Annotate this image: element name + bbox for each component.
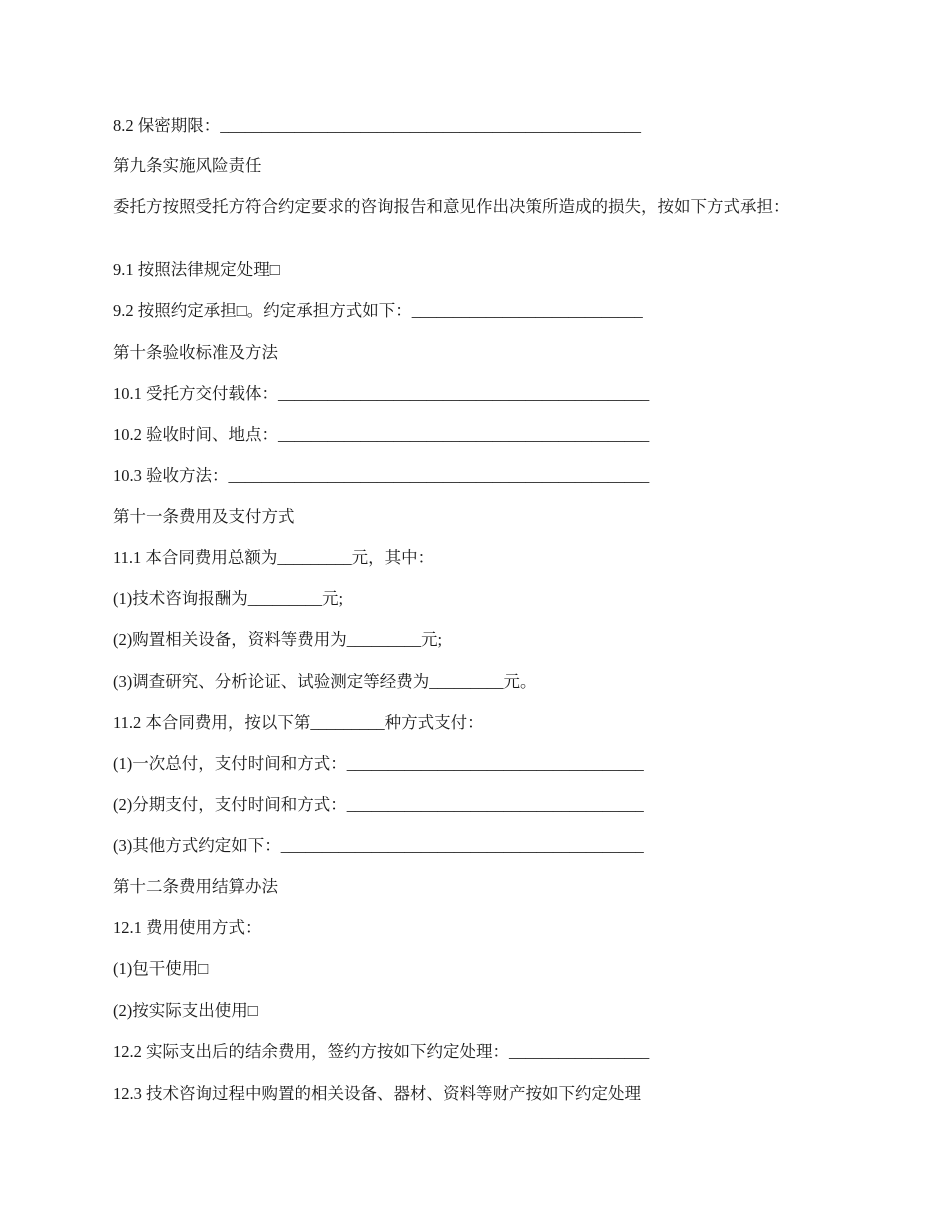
clause-9-2: 9.2 按照约定承担□。约定承担方式如下：____________________________ [113,301,643,320]
article-12-heading: 第十二条费用结算办法 [113,877,278,896]
clause-12-3: 12.3 技术咨询过程中购置的相关设备、器材、资料等财产按如下约定处理 [113,1084,641,1103]
clause-11-2-item-3: (3)其他方式约定如下：____________________________________________ [113,836,644,855]
clause-11-2-item-2: (2)分期支付，支付时间和方式：____________________________________ [113,795,644,814]
clause-10-1: 10.1 受托方交付载体：_____________________________________________ [113,384,650,403]
clause-10-3: 10.3 验收方法：___________________________________________________ [113,466,650,485]
clause-11-2: 11.2 本合同费用，按以下第_________种方式支付： [113,713,484,732]
clause-9-1: 9.1 按照法律规定处理□ [113,260,280,279]
clause-11-1-item-2: (2)购置相关设备，资料等费用为_________元; [113,630,443,649]
clause-12-2: 12.2 实际支出后的结余费用，签约方按如下约定处理：_________________ [113,1042,650,1061]
clause-11-1: 11.1 本合同费用总额为_________元，其中： [113,548,435,567]
article-11-heading: 第十一条费用及支付方式 [113,507,295,526]
clause-12-1: 12.1 费用使用方式： [113,918,262,937]
clause-11-2-item-1: (1)一次总付，支付时间和方式：____________________________________ [113,754,644,773]
clause-11-1-item-1: (1)技术咨询报酬为_________元; [113,589,344,608]
clause-8-2-confidentiality-period: 8.2 保密期限：___________________________________________________ [113,116,641,135]
article-9-paragraph: 委托方按照受托方符合约定要求的咨询报告和意见作出决策所造成的损失，按如下方式承担： [113,197,790,216]
article-9-heading: 第九条实施风险责任 [113,156,262,175]
clause-12-1-item-2: (2)按实际支出使用□ [113,1001,258,1020]
clause-12-1-item-1: (1)包干使用□ [113,959,209,978]
clause-11-1-item-3: (3)调查研究、分析论证、试验测定等经费为_________元。 [113,672,537,691]
article-10-heading: 第十条验收标准及方法 [113,343,278,362]
clause-10-2: 10.2 验收时间、地点：_____________________________________________ [113,425,650,444]
